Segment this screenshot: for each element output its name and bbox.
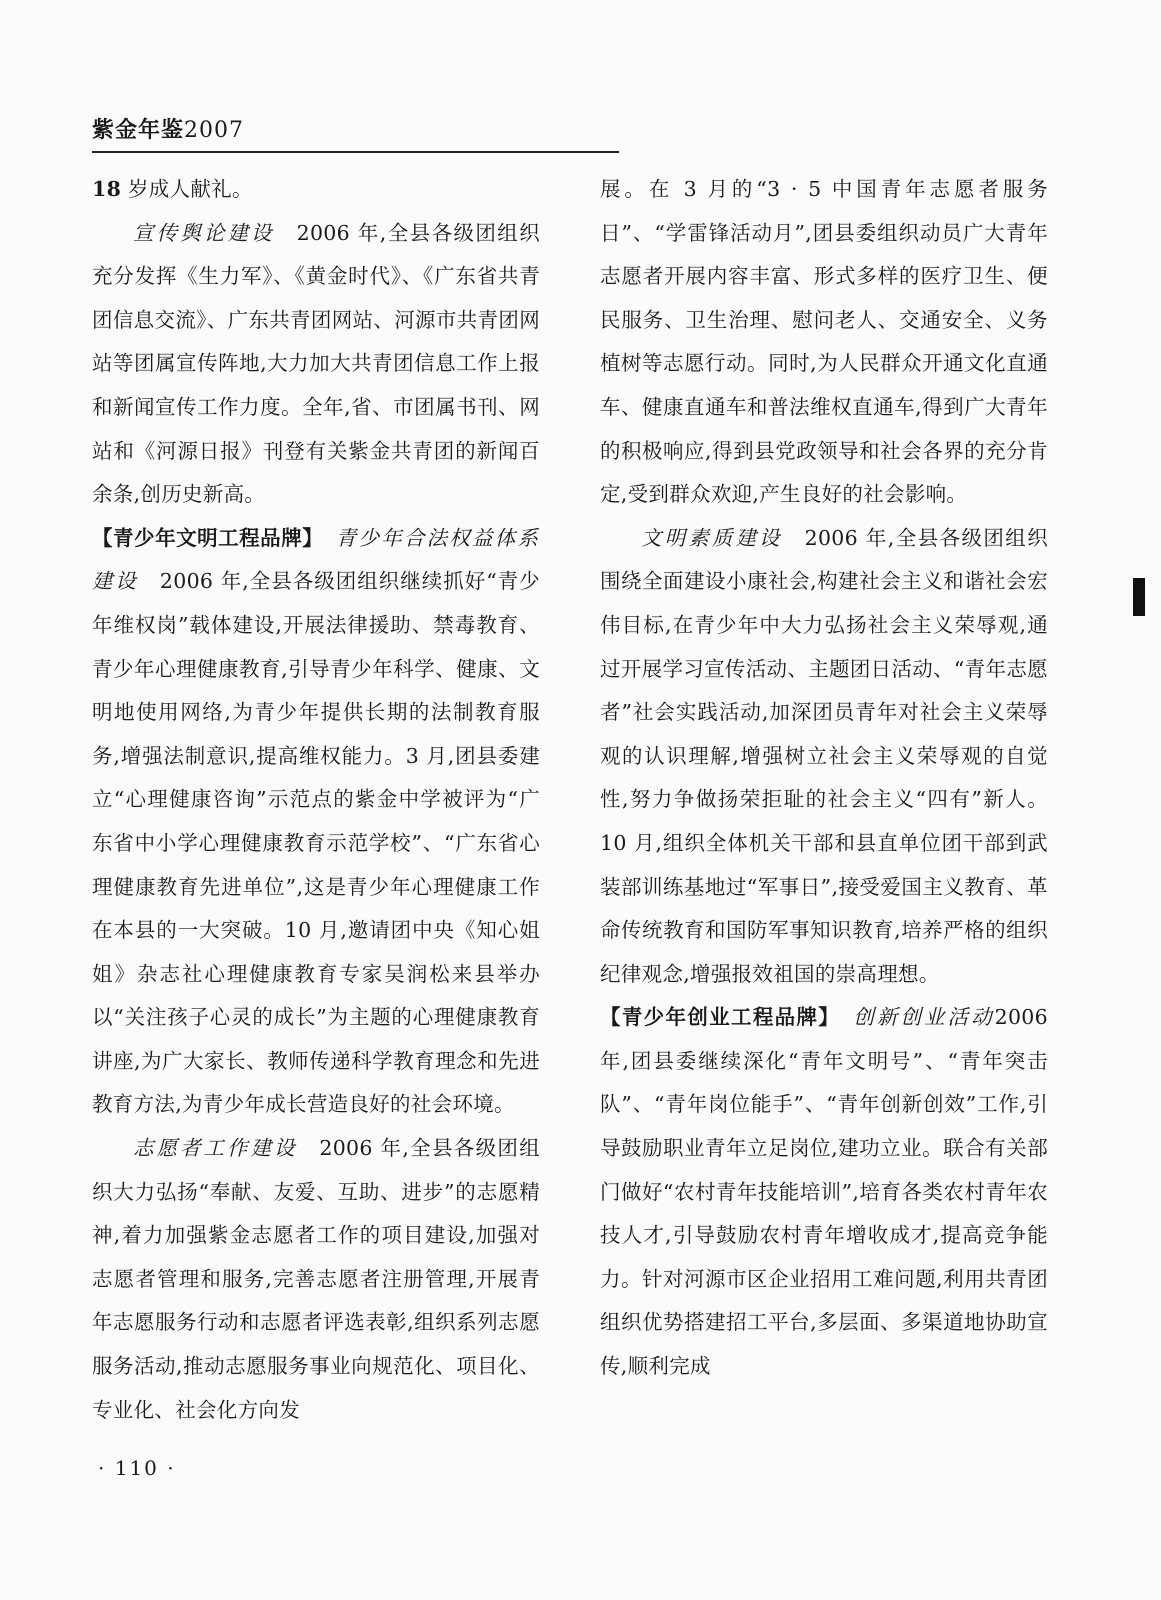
paragraph — [92, 168, 540, 212]
paragraph-text: 岁成人献礼。 — [121, 177, 253, 201]
subsection-heading: 文明素质建设 — [641, 525, 783, 550]
paragraph-text: 展。在 3 月的“3 · 5 中国青年志愿者服务日”、“学雷锋活动月”,团县委组织动员广大青年志愿者开展内容丰富、形式多样的医疗卫生、便民服务、卫生治理、慰问老人、交通安全、义务植树等志愿行动。同时,为人民群众开通文化直通车、健康直通车和普法维权直通车,得到广大青年的积极响应,得到县党政领导和社会各界的充分肯定,受到群众欢迎,产生良好的社会影响。 — [600, 177, 1048, 507]
paragraph — [600, 517, 1048, 997]
paragraph-text: 2006 年,全县各级团组织继续抓好“青少年维权岗”载体建设,开展法律援助、禁毒教育、青少年心理健康教育,引导青少年科学、健康、文明地使用网络,为青少年提供长期的法制教育服务,增强法制意识,提高维权能力。3 月,团县委建立“心理健康咨询”示范点的紫金中学被评为“广东省中小学心理健康教育示范学校”、“广东省心理健康教育先进单位”,这是青少年心理健康工作在本县的一大突破。10 月,邀请团中央《知心姐姐》杂志社心理健康教育专家吴润松来县举办以“关注孩子心灵的成长”为主题的心理健康教育讲座,为广大家长、教师传递科学教育理念和先进教育方法,为青少年成长营造良好的社会环境。 — [92, 569, 540, 1117]
paragraph-text: 2006 年,团县委继续深化“青年文明号”、“青年突击队”、“青年岗位能手”、“青年创新创效”工作,引导鼓励职业青年立足岗位,建功立业。联合有关部门做好“农村青年技能培训”,培育各类农村青年农技人才,引导鼓励农村青年增收成才,提高竞争能力。针对河源市区企业招用工难问题,利用共青团组织优势搭建招工平台,多层面、多渠道地协助宣传,顺利完成 — [600, 1005, 1048, 1379]
paragraph — [600, 168, 1048, 517]
subsection-heading: 创新创业活动 — [829, 1005, 995, 1030]
left-column — [92, 168, 540, 1432]
age-number: 18 — [92, 177, 122, 201]
paragraph-text: 2006 年,全县各级团组织围绕全面建设小康社会,构建社会主义和谐社会宏伟目标,在青少年中大力弘扬社会主义荣辱观,通过开展学习宣传活动、主题团日活动、“青年志愿者”社会实践活动,加深团员青年对社会主义荣辱观的认识理解,增强树立社会主义荣辱观的自觉性,努力争做扬荣拒耻的社会主义“四有”新人。10 月,组织全体机关干部和县直单位团干部到武装部训练基地过“军事日”,接受爱国主义教育、革命传统教育和国防军事知识教育,培养严格的组织纪律观念,增强报效祖国的崇高理想。 — [600, 525, 1049, 986]
paragraph — [92, 517, 540, 1127]
section-heading: 【青少年文明工程品牌】 — [92, 525, 313, 550]
running-header — [92, 113, 244, 144]
subsection-heading: 青少年合法权益体系建设 — [92, 525, 540, 594]
paragraph — [92, 1127, 540, 1432]
paragraph-text: 2006 年,全县各级团组织充分发挥《生力军》、《黄金时代》、《广东省共青团信息交流》、广东共青团网站、河源市共青团网站等团属宣传阵地,大力加大共青团信息工作上报和新闻宣传工作力度。全年,省、市团属书刊、网站和《河源日报》刊登有关紫金共青团的新闻百余条,创历史新高。 — [92, 220, 541, 507]
subsection-heading: 宣传舆论建设 — [133, 220, 275, 245]
thumb-index-mark — [1133, 578, 1145, 616]
header-rule — [92, 151, 619, 153]
paragraph — [600, 996, 1048, 1388]
subsection-heading: 志愿者工作建设 — [133, 1136, 298, 1161]
right-column — [600, 168, 1048, 1389]
paragraph-text: 2006 年,全县各级团组织大力弘扬“奉献、友爱、互助、进步”的志愿精神,着力加强紫金志愿者工作的项目建设,加强对志愿者管理和服务,完善志愿者注册管理,开展青年志愿服务行动和志愿者评选表彰,组织系列志愿服务活动,推动志愿服务事业向规范化、项目化、专业化、社会化方向发 — [92, 1136, 541, 1422]
section-heading: 【青少年创业工程品牌】 — [600, 1005, 830, 1030]
paragraph — [92, 212, 540, 517]
page-number: · 110 · — [98, 1456, 176, 1480]
header-title: 紫金年鉴 — [92, 118, 185, 143]
header-year: 2007 — [184, 118, 245, 143]
